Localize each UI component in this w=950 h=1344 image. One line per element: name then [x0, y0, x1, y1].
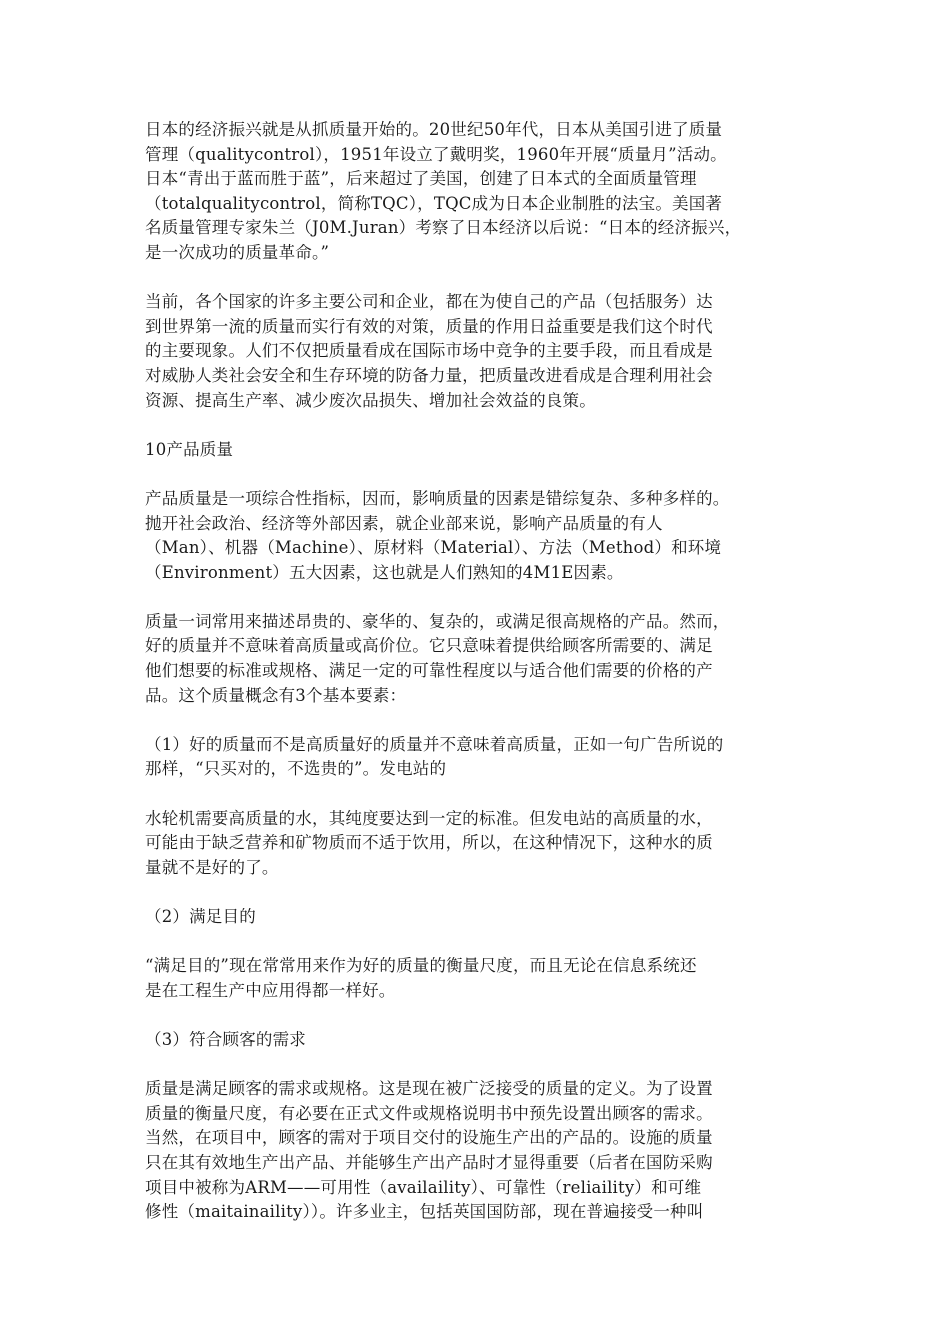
text-line: （Man）、机器（Machine）、原材料（Material）、方法（Method）和环境: [145, 538, 722, 558]
text-line: “满足目的”现在常常用来作为好的质量的衡量尺度，而且无论在信息系统还: [145, 956, 697, 976]
text-line: 资源、提高生产率、减少废次品损失、增加社会效益的良策。: [145, 390, 596, 410]
text-line: 是一次成功的质量革命。”: [145, 242, 330, 262]
text-line: 品。这个质量概念有3个基本要素：: [145, 685, 407, 705]
text-line: （Environment）五大因素，这也就是人们熟知的4M1E因素。: [145, 562, 624, 582]
paragraph-current-era: [145, 290, 810, 413]
paragraph-japan-quality: [145, 118, 810, 266]
text-line: 修性（maitainaility））。许多业主，包括英国国防部，现在普遍接受一种叫: [145, 1202, 704, 1222]
paragraph-section-heading: [145, 438, 810, 463]
text-line: 抛开社会政治、经济等外部因素，就企业部来说，影响产品质量的有人: [145, 513, 663, 533]
text-line: 质量的衡量尺度，有必要在正式文件或规格说明书中预先设置出顾客的需求。: [145, 1103, 713, 1123]
text-line: 对威胁人类社会安全和生存环境的防备力量，把质量改进看成是合理利用社会: [145, 365, 713, 385]
paragraph-element-1: [145, 733, 810, 782]
text-line: 只在其有效地生产出产品、并能够生产出产品时才显得重要（后者在国防采购: [145, 1152, 713, 1172]
text-line: 日本“青出于蓝而胜于蓝”，后来超过了美国，创建了日本式的全面质量管理: [145, 169, 697, 189]
text-line: 当前，各个国家的许多主要公司和企业，都在为使自己的产品（包括服务）达: [145, 292, 713, 312]
text-line: 他们想要的标准或规格、满足一定的可靠性程度以与适合他们需要的价格的产: [145, 661, 713, 681]
text-line: 项目中被称为ARM——可用性（availaility）、可靠性（reliaility）和可维: [145, 1177, 702, 1197]
paragraph-customer-needs: [145, 1077, 810, 1225]
text-line: 日本的经济振兴就是从抓质量开始的。20世纪50年代，日本从美国引进了质量: [145, 120, 723, 139]
text-line: 可能由于缺乏营养和矿物质而不适于饮用，所以，在这种情况下，这种水的质: [145, 833, 713, 853]
text-line: 的主要现象。人们不仅把质量看成在国际市场中竞争的主要手段，而且看成是: [145, 341, 713, 361]
text-line: （3）符合顾客的需求: [145, 1029, 306, 1049]
text-line: 到世界第一流的质量而实行有效的对策，质量的作用日益重要是我们这个时代: [145, 316, 713, 336]
paragraph-quality-word: [145, 610, 810, 708]
text-line: 那样，“只买对的，不选贵的”。发电站的: [145, 759, 447, 779]
text-line: 名质量管理专家朱兰（J0M.Juran）考察了日本经济以后说：“日本的经济振兴，: [145, 218, 742, 238]
document-body: [145, 118, 810, 1249]
paragraph-fit-for-purpose: [145, 954, 810, 1003]
text-line: （1）好的质量而不是高质量好的质量并不意味着高质量，正如一句广告所说的: [145, 734, 724, 754]
text-line: 好的质量并不意味着高质量或高价位。它只意味着提供给顾客所需要的、满足: [145, 636, 713, 656]
text-line: 10产品质量: [145, 439, 234, 459]
text-line: 水轮机需要高质量的水，其纯度要达到一定的标准。但发电站的高质量的水，: [145, 808, 713, 828]
text-line: 质量是满足顾客的需求或规格。这是现在被广泛接受的质量的定义。为了设置: [145, 1079, 713, 1099]
text-line: 是在工程生产中应用得都一样好。: [145, 980, 396, 1000]
text-line: 当然，在项目中，顾客的需对于项目交付的设施生产出的产品的。设施的质量: [145, 1128, 713, 1148]
text-line: 量就不是好的了。: [145, 857, 279, 877]
text-line: （totalqualitycontrol，简称TQC），TQC成为日本企业制胜的法宝。美国著: [145, 193, 723, 213]
paragraph-turbine-water: [145, 807, 810, 881]
text-line: 质量一词常用来描述昂贵的、豪华的、复杂的，或满足很高规格的产品。然而，: [145, 611, 730, 631]
text-line: （2）满足目的: [145, 907, 256, 926]
paragraph-element-3: [145, 1028, 810, 1053]
paragraph-product-quality: [145, 487, 810, 585]
paragraph-element-2: [145, 905, 810, 930]
text-line: 管理（qualitycontrol），1951年设立了戴明奖，1960年开展“质量月”活动。: [145, 144, 727, 164]
text-line: 产品质量是一项综合性指标，因而，影响质量的因素是错综复杂、多种多样的。: [145, 488, 730, 508]
